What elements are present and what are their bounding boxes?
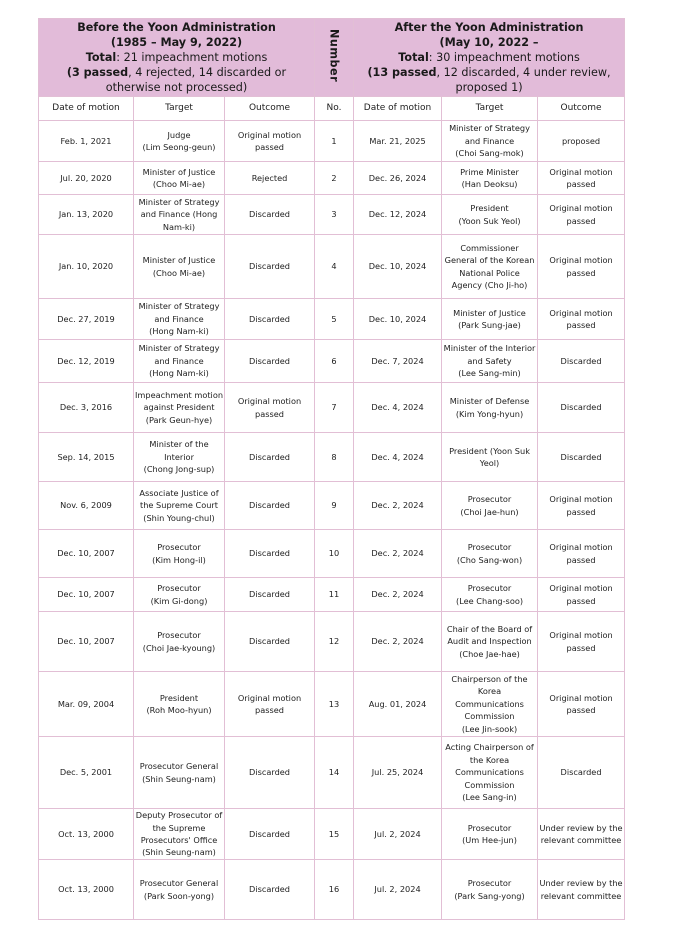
after-date-cell: Dec. 26, 2024	[354, 162, 442, 195]
impeachment-table	[38, 18, 625, 920]
before-target-cell: President (Roh Moo-hyun)	[134, 672, 225, 737]
column-header-row	[39, 97, 625, 121]
col-no: No.	[315, 97, 354, 121]
table-row	[39, 530, 625, 578]
before-outcome-cell: Discarded	[225, 530, 315, 578]
before-target-cell: Minister of Strategy and Finance (Hong Nam-ki)	[134, 340, 225, 383]
after-date-cell: Dec. 2, 2024	[354, 578, 442, 612]
before-outcome-cell: Original motion passed	[225, 121, 315, 162]
after-date-cell: Dec. 10, 2024	[354, 299, 442, 340]
row-number-cell: 11	[315, 578, 354, 612]
after-date-cell: Dec. 2, 2024	[354, 612, 442, 672]
row-number-cell: 4	[315, 235, 354, 299]
before-outcome-cell: Original motion passed	[225, 672, 315, 737]
after-date-cell: Dec. 12, 2024	[354, 195, 442, 235]
after-date-cell: Dec. 2, 2024	[354, 482, 442, 530]
after-target-cell: Prosecutor (Choi Jae-hun)	[442, 482, 538, 530]
row-number-cell: 6	[315, 340, 354, 383]
row-number-cell: 10	[315, 530, 354, 578]
before-outcome-cell: Discarded	[225, 433, 315, 482]
row-number-cell: 2	[315, 162, 354, 195]
row-number-cell: 1	[315, 121, 354, 162]
before-total-count: : 21 impeachment motions	[116, 51, 268, 64]
before-outcome-cell: Discarded	[225, 340, 315, 383]
before-date-cell: Dec. 10, 2007	[39, 530, 134, 578]
after-date-cell: Dec. 4, 2024	[354, 433, 442, 482]
before-breakdown-rest: , 4 rejected, 14 discarded or otherwise not processed)	[105, 66, 287, 94]
after-target-cell: Acting Chairperson of the Korea Communications Commission (Lee Sang-in)	[442, 737, 538, 809]
after-title: After the Yoon Administration	[394, 21, 584, 34]
table-row	[39, 235, 625, 299]
after-outcome-cell: Original motion passed	[538, 612, 625, 672]
before-target-cell: Prosecutor General (Park Soon-yong)	[134, 860, 225, 920]
after-breakdown-rest: , 12 discarded, 4 under review, proposed 1)	[436, 66, 611, 94]
after-outcome-cell: Original motion passed	[538, 235, 625, 299]
before-period: (1985 – May 9, 2022)	[110, 36, 243, 49]
after-date-cell: Aug. 01, 2024	[354, 672, 442, 737]
col-target: Target	[134, 97, 225, 121]
before-date-cell: Dec. 27, 2019	[39, 299, 134, 340]
row-number-cell: 7	[315, 383, 354, 433]
after-target-cell: Prosecutor (Um Hee-jun)	[442, 809, 538, 860]
after-outcome-cell: Under review by the relevant committee	[538, 809, 625, 860]
row-number-cell: 14	[315, 737, 354, 809]
before-date-cell: Jul. 20, 2020	[39, 162, 134, 195]
row-number-cell: 8	[315, 433, 354, 482]
before-target-cell: Minister of the Interior (Chong Jong-sup)	[134, 433, 225, 482]
table-row	[39, 612, 625, 672]
table-row	[39, 162, 625, 195]
table-row	[39, 433, 625, 482]
after-outcome-cell: Discarded	[538, 383, 625, 433]
before-target-cell: Deputy Prosecutor of the Supreme Prosecutors' Office (Shin Seung-nam)	[134, 809, 225, 860]
col-outcome-after: Outcome	[538, 97, 625, 121]
after-outcome-cell: proposed	[538, 121, 625, 162]
table-row	[39, 195, 625, 235]
before-outcome-cell: Original motion passed	[225, 383, 315, 433]
row-number-cell: 13	[315, 672, 354, 737]
after-outcome-cell: Original motion passed	[538, 195, 625, 235]
col-date-of-motion-after: Date of motion	[354, 97, 442, 121]
before-outcome-cell: Discarded	[225, 235, 315, 299]
after-target-cell: Chair of the Board of Audit and Inspection (Choe Jae-hae)	[442, 612, 538, 672]
before-date-cell: Mar. 09, 2004	[39, 672, 134, 737]
before-target-cell: Associate Justice of the Supreme Court (Shin Young-chul)	[134, 482, 225, 530]
row-number-cell: 16	[315, 860, 354, 920]
before-outcome-cell: Discarded	[225, 482, 315, 530]
after-date-cell: Dec. 2, 2024	[354, 530, 442, 578]
col-outcome: Outcome	[225, 97, 315, 121]
before-target-cell: Judge (Lim Seong-geun)	[134, 121, 225, 162]
after-target-cell: Prosecutor (Park Sang-yong)	[442, 860, 538, 920]
before-target-cell: Prosecutor (Kim Hong-il)	[134, 530, 225, 578]
before-outcome-cell: Discarded	[225, 299, 315, 340]
after-total-count: : 30 impeachment motions	[428, 51, 580, 64]
after-date-cell: Jul. 2, 2024	[354, 809, 442, 860]
before-outcome-cell: Discarded	[225, 195, 315, 235]
table-row	[39, 299, 625, 340]
number-header	[315, 19, 354, 97]
before-date-cell: Dec. 10, 2007	[39, 612, 134, 672]
after-target-cell: Commissioner General of the Korean National Police Agency (Cho Ji-ho)	[442, 235, 538, 299]
before-date-cell: Sep. 14, 2015	[39, 433, 134, 482]
after-total-label: Total	[398, 51, 429, 64]
before-outcome-cell: Rejected	[225, 162, 315, 195]
before-administration-header	[39, 19, 315, 97]
after-outcome-cell: Original motion passed	[538, 672, 625, 737]
after-target-cell: Minister of Defense (Kim Yong-hyun)	[442, 383, 538, 433]
before-date-cell: Feb. 1, 2021	[39, 121, 134, 162]
before-target-cell: Impeachment motion against President (Park Geun-hye)	[134, 383, 225, 433]
table-row	[39, 383, 625, 433]
section-header-row	[39, 19, 625, 97]
row-number-cell: 3	[315, 195, 354, 235]
before-date-cell: Dec. 3, 2016	[39, 383, 134, 433]
table-row	[39, 121, 625, 162]
after-outcome-cell: Discarded	[538, 737, 625, 809]
before-target-cell: Minister of Justice (Choo Mi-ae)	[134, 235, 225, 299]
before-outcome-cell: Discarded	[225, 809, 315, 860]
after-outcome-cell: Original motion passed	[538, 162, 625, 195]
before-date-cell: Dec. 5, 2001	[39, 737, 134, 809]
after-target-cell: President (Yoon Suk Yeol)	[442, 195, 538, 235]
after-target-cell: Prosecutor (Cho Sang-won)	[442, 530, 538, 578]
before-target-cell: Minister of Strategy and Finance (Hong Nam-ki)	[134, 195, 225, 235]
after-date-cell: Dec. 7, 2024	[354, 340, 442, 383]
after-period: (May 10, 2022 –	[439, 36, 539, 49]
before-breakdown-passed: (3 passed	[66, 66, 129, 79]
after-date-cell: Mar. 21, 2025	[354, 121, 442, 162]
before-date-cell: Jan. 13, 2020	[39, 195, 134, 235]
before-date-cell: Jan. 10, 2020	[39, 235, 134, 299]
before-outcome-cell: Discarded	[225, 860, 315, 920]
after-target-cell: Minister of the Interior and Safety (Lee Sang-min)	[442, 340, 538, 383]
after-date-cell: Dec. 4, 2024	[354, 383, 442, 433]
before-title: Before the Yoon Administration	[77, 21, 276, 34]
row-number-cell: 9	[315, 482, 354, 530]
before-date-cell: Dec. 12, 2019	[39, 340, 134, 383]
after-breakdown-passed: (13 passed	[367, 66, 437, 79]
before-target-cell: Prosecutor (Kim Gi-dong)	[134, 578, 225, 612]
after-target-cell: Prosecutor (Lee Chang-soo)	[442, 578, 538, 612]
before-target-cell: Minister of Justice (Choo Mi-ae)	[134, 162, 225, 195]
after-target-cell: Minister of Strategy and Finance (Choi Sang-mok)	[442, 121, 538, 162]
row-number-cell: 12	[315, 612, 354, 672]
col-date-of-motion: Date of motion	[39, 97, 134, 121]
table-row	[39, 340, 625, 383]
row-number-cell: 5	[315, 299, 354, 340]
table-row	[39, 860, 625, 920]
before-target-cell: Prosecutor (Choi Jae-kyoung)	[134, 612, 225, 672]
after-outcome-cell: Original motion passed	[538, 578, 625, 612]
table-row	[39, 737, 625, 809]
after-outcome-cell: Discarded	[538, 340, 625, 383]
before-outcome-cell: Discarded	[225, 578, 315, 612]
after-date-cell: Jul. 25, 2024	[354, 737, 442, 809]
before-total-label: Total	[85, 51, 117, 64]
before-target-cell: Prosecutor General (Shin Seung-nam)	[134, 737, 225, 809]
after-outcome-cell: Original motion passed	[538, 482, 625, 530]
after-date-cell: Jul. 2, 2024	[354, 860, 442, 920]
table-row	[39, 482, 625, 530]
after-date-cell: Dec. 10, 2024	[354, 235, 442, 299]
before-date-cell: Dec. 10, 2007	[39, 578, 134, 612]
table-row	[39, 672, 625, 737]
after-target-cell: Prime Minister (Han Deoksu)	[442, 162, 538, 195]
after-administration-header	[354, 19, 625, 97]
before-outcome-cell: Discarded	[225, 612, 315, 672]
before-date-cell: Oct. 13, 2000	[39, 809, 134, 860]
before-outcome-cell: Discarded	[225, 737, 315, 809]
before-date-cell: Nov. 6, 2009	[39, 482, 134, 530]
col-target-after: Target	[442, 97, 538, 121]
row-number-cell: 15	[315, 809, 354, 860]
number-header-label: Number	[327, 28, 341, 83]
before-date-cell: Oct. 13, 2000	[39, 860, 134, 920]
after-outcome-cell: Original motion passed	[538, 299, 625, 340]
table-row	[39, 809, 625, 860]
after-outcome-cell: Under review by the relevant committee	[538, 860, 625, 920]
after-outcome-cell: Original motion passed	[538, 530, 625, 578]
after-target-cell: President (Yoon Suk Yeol)	[442, 433, 538, 482]
table-row	[39, 578, 625, 612]
before-target-cell: Minister of Strategy and Finance (Hong Nam-ki)	[134, 299, 225, 340]
after-outcome-cell: Discarded	[538, 433, 625, 482]
after-target-cell: Chairperson of the Korea Communications Commission (Lee Jin-sook)	[442, 672, 538, 737]
after-target-cell: Minister of Justice (Park Sung-jae)	[442, 299, 538, 340]
